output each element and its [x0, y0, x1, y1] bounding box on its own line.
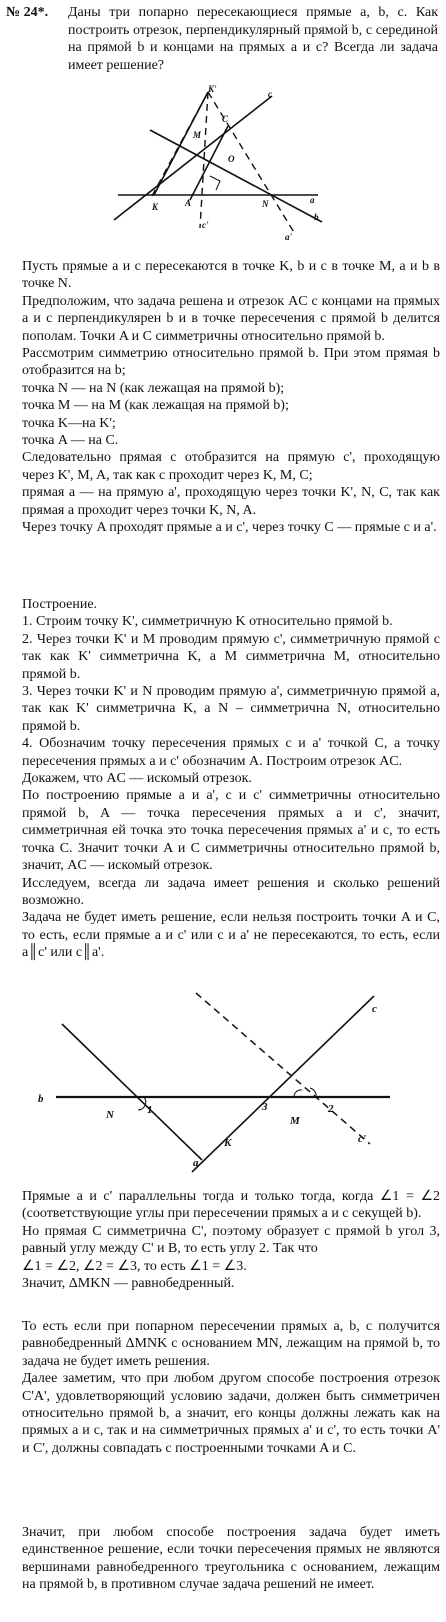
task-statement: [6, 4, 438, 74]
label-k1: K': [208, 84, 217, 94]
text-section-5: [0, 1524, 446, 1594]
label-a1: a': [285, 232, 293, 242]
label-a: a: [310, 195, 315, 205]
text-section-4: [0, 1318, 446, 1457]
text-section-3: [0, 1188, 446, 1292]
paragraph: прямая a — на прямую a', проходящую через точки K', N, C, так как прямая a проходит через точки K, N, A.: [22, 485, 440, 518]
label-c-point: C: [222, 114, 229, 124]
label-n-fig2: N: [106, 1109, 114, 1121]
label-n: N: [262, 199, 269, 209]
paragraph: То есть если при попарном пересечении прямых a, b, c получится равнобедренный ΔMNK с основанием MN, лежащим на прямой b, то задача не будет иметь решения.: [22, 1319, 440, 1369]
line-b-fig1: [150, 130, 322, 222]
label-k-fig2: K: [224, 1137, 232, 1149]
paragraph: ∠1 = ∠2, ∠2 = ∠3, то есть ∠1 = ∠3.: [22, 1258, 247, 1274]
paragraph: Далее заметим, что при любом другом способе построения отрезок C'A', удовлетворяющий условию задачи, должен быть симметричен относительно прямой b, а значит, его концы должны лежать как на прямых a и c, так и на симметричных прямых a' и c', то есть точки A' и C', должны совпадать с построенными точками A и C.: [22, 1371, 440, 1456]
line-a-fig2: [62, 1024, 202, 1160]
line-c-fig2: [192, 996, 374, 1172]
text-section-2: [0, 596, 446, 962]
paragraph: Рассмотрим симметрию относительно прямой b. При этом прямая b отобразится на b;: [22, 346, 440, 379]
paragraph: Исследуем, всегда ли задача имеет решения и сколько решений возможно.: [22, 875, 440, 908]
label-c1: c': [202, 220, 209, 230]
paragraph: 2. Через точки K' и M проводим прямую c', симметричную прямой c так как K' симметрична K, а M симметрична M, относительно прямой b.: [22, 631, 440, 682]
paragraph: Пусть прямые a и c пересекаются в точке K, b и c в точке M, a и b в точке N.: [22, 259, 440, 292]
figure-1: [0, 78, 446, 246]
paragraph: точка K—на K';: [22, 415, 116, 431]
label-b: b: [314, 212, 319, 222]
paragraph: Значит, ΔMKN — равнобедренный.: [22, 1276, 235, 1292]
paragraph: точка M — на M (как лежащая на прямой b);: [22, 398, 289, 414]
label-k: K: [152, 202, 159, 212]
label-c-fig2: c: [372, 1003, 377, 1015]
paragraph: Но прямая C симметрична C', поэтому образует с прямой b угол 3, равный углу между C' и B, то есть углу 2. Так что: [22, 1223, 440, 1257]
paragraph: 3. Через точки K' и N проводим прямую a', симметричную прямой a, так как K' симметрична K, а N – симметрична N, относительно прямой b.: [22, 684, 440, 734]
figure-2: [0, 985, 446, 1180]
paragraph: точка A — на C.: [22, 433, 119, 449]
paragraph: Прямые a и c' параллельны тогда и только тогда, когда ∠1 = ∠2 (соответствующие углы при пересечении прямых a и c секущей b).: [22, 1189, 440, 1222]
line-c1-fig2: [196, 993, 370, 1144]
label-angle-1: 1: [147, 1104, 153, 1116]
task-number: № 24*.: [6, 5, 49, 20]
label-a-point: A: [185, 198, 192, 208]
label-c: c: [268, 89, 272, 99]
paragraph: 4. Обозначим точку пересечения прямых c и a' точкой C, а точку пересечения прямых a и c' обозначим A. Построим отрезок AC.: [22, 736, 440, 769]
label-angle-2: 2: [328, 1103, 334, 1115]
label-m: M: [193, 130, 202, 140]
label-o: O: [228, 154, 235, 164]
paragraph: Предположим, что задача решена и отрезок AC с концами на прямых a и c перпендикулярен b и в точке пересечения с прямой b делится пополам. Точки A и C симметричны относительно прямой b.: [22, 293, 440, 344]
task-text: Даны три попарно пересекающиеся прямые a, b, c. Как построить отрезок, перпендикулярный прямой b, с серединой на прямой b и концами на прямых a и c? Всегда ли задача имеет решение?: [68, 5, 438, 73]
label-c1-fig2: c': [358, 1133, 366, 1145]
paragraph: Задача не будет иметь решение, если нельзя построить точки A и C, то есть, если прямые a и c' или c и a' не пересекаются, то есть, если a║c' или c║a'.: [22, 910, 440, 961]
text-section-1: [0, 258, 446, 537]
right-angle-mark: [210, 176, 220, 190]
paragraph: 1. Строим точку K', симметричную K относительно прямой b.: [22, 614, 393, 630]
paragraph: Значит, при любом способе построения задача будет иметь единственное решение, если точки пересечения прямых не являются вершинами равнобедренного треугольника с основанием, лежащим на прямой b, в противном случае задача решений не имеет.: [22, 1525, 440, 1593]
paragraph: Следовательно прямая c отобразится на прямую c', проходящую через K', M, A, так как c проходит через K, M, C;: [22, 450, 440, 483]
paragraph: Докажем, что AC — искомый отрезок.: [22, 771, 252, 787]
label-a-fig2: a: [193, 1157, 199, 1169]
paragraph: точка N — на N (как лежащая на прямой b);: [22, 380, 285, 396]
section-heading: Построение.: [22, 597, 98, 612]
paragraph: По построению прямые a и a', c и c' симметричны относительно прямой b, A — точка пересечения прямых a и c', значит, симметричная ей точка это точка пересечения прямых a' и c, то есть точка C. Значит точки A и C симметричны относительно прямой b, значит, AC — искомый отрезок.: [22, 788, 440, 874]
label-m-fig2: M: [290, 1115, 300, 1127]
label-b-fig2: b: [38, 1093, 44, 1105]
label-angle-3: 3: [262, 1101, 268, 1113]
paragraph: Через точку A проходят прямые a и c', через точку C — прямые c и a'.: [22, 520, 437, 536]
